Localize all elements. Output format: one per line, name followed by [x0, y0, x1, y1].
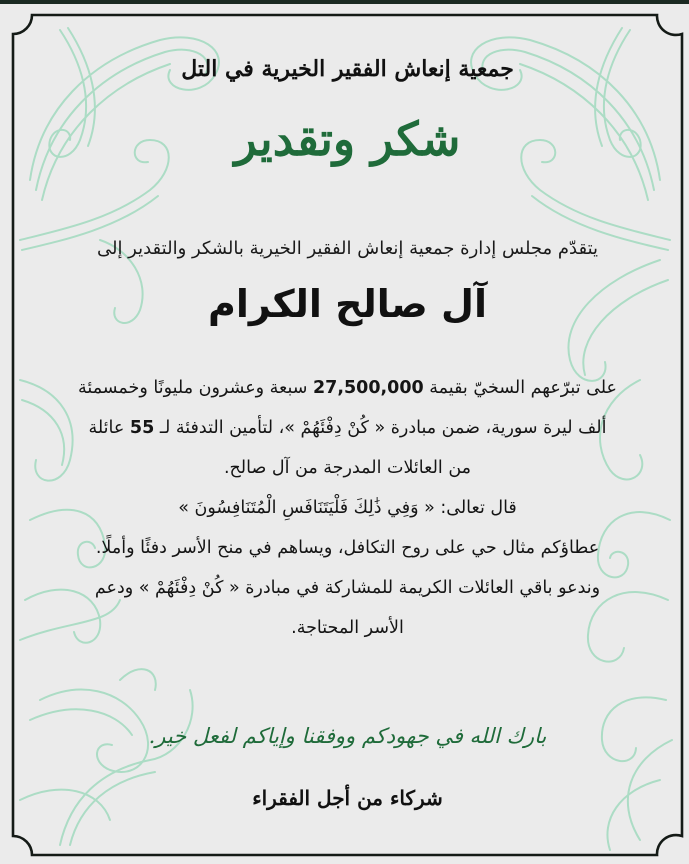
organization-name: جمعية إنعاش الفقير الخيرية في التل	[181, 56, 514, 82]
body-line-7: الأسر المحتاجة.	[291, 618, 404, 638]
body-line-2-suffix: عائلة	[88, 418, 125, 438]
body-line-1-suffix: سبعة وعشرون مليونًا وخمسمئة	[78, 378, 308, 398]
donation-amount: 27,500,000	[313, 378, 424, 398]
body-line-2-prefix: ألف ليرة سورية، ضمن مبادرة « كُنْ دِفْئَهُمْ »، لتأمين التدفئة لـ	[159, 418, 607, 438]
intro-text: يتقدّم مجلس إدارة جمعية إنعاش الفقير الخيرية بالشكر والتقدير إلى	[96, 238, 599, 259]
quran-verse: قال تعالى: « وَفِي ذَٰلِكَ فَلْيَتَنَافَسِ الْمُتَنَافِسُونَ »	[178, 498, 517, 518]
signature-slogan: شركاء من أجل الفقراء	[252, 786, 443, 810]
families-count: 55	[129, 418, 155, 438]
body-text	[50, 368, 645, 648]
body-line-3: من العائلات المدرجة من آل صالح.	[223, 458, 472, 478]
blessing-text: بارك الله في جهودكم ووفقنا وإياكم لفعل خير.	[148, 724, 547, 748]
certificate-title: شكر وتقدير	[234, 112, 461, 166]
body-line-5: عطاؤكم مثال حي على روح التكافل، ويساهم في منح الأسر دفئًا وأملًا.	[95, 538, 600, 558]
body-line-1-prefix: على تبرّعهم السخيّ بقيمة	[429, 378, 617, 398]
certificate-content	[14, 16, 681, 854]
recipient-name: آل صالح الكرام	[207, 282, 487, 326]
body-line-6: وندعو باقي العائلات الكريمة للمشاركة في مبادرة « كُنْ دِفْئَهُمْ » ودعم	[94, 578, 601, 598]
body-line-1	[50, 368, 645, 408]
body-line-2	[50, 408, 645, 448]
